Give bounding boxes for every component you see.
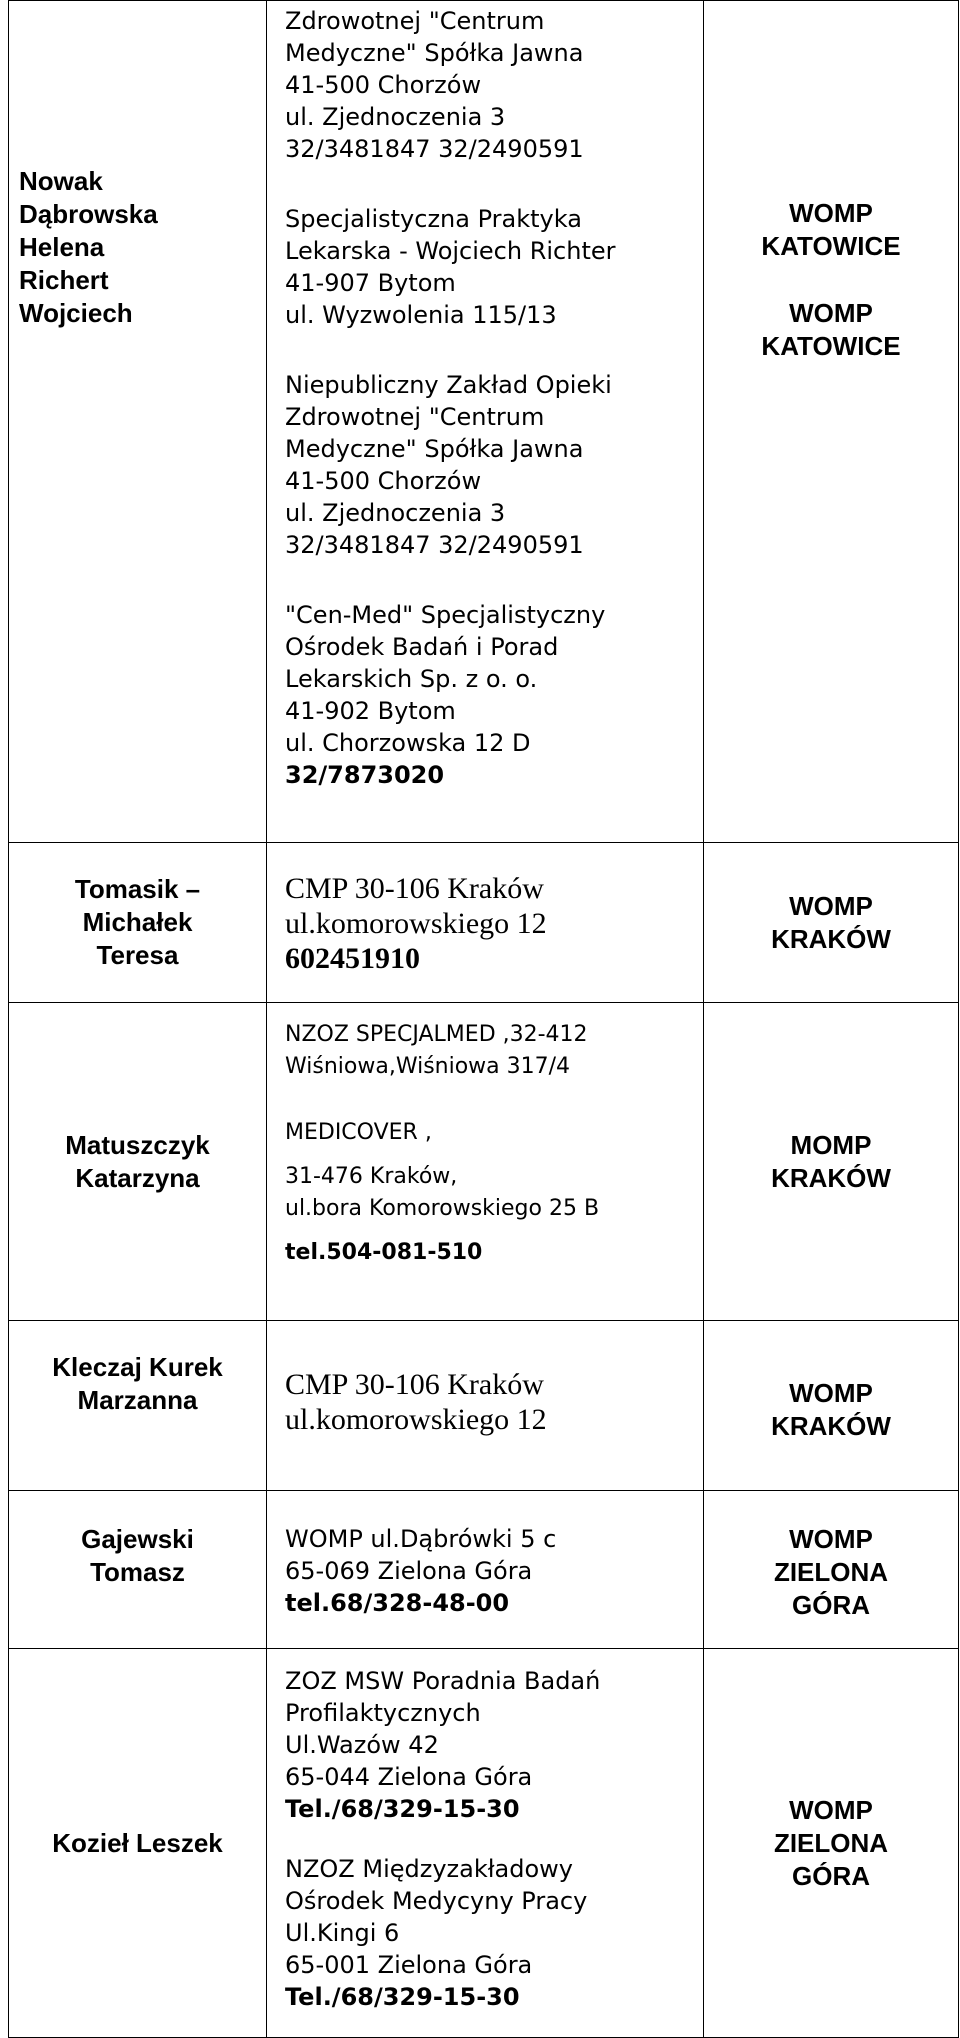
doctor-name: Kozieł Leszek [52,1827,223,1858]
doctor-name: Katarzyna [75,1162,200,1193]
table-row [9,843,959,1003]
facility-line: 65-069 Zielona Góra [285,1557,533,1585]
doctor-name-cell [9,1491,267,1649]
facility-line: 41-907 Bytom [285,269,456,297]
facility-line: ul.komorowskiego 12 [285,907,547,940]
facility-cell [267,1321,704,1491]
table-row [9,1003,959,1321]
womp-city: KRAKÓW [771,1162,891,1193]
facility-line: ul.bora Komorowskiego 25 B [285,1196,600,1221]
doctor-name: Dąbrowska [19,199,158,229]
womp-label: WOMP [789,198,873,228]
facility-block [285,599,689,791]
doctor-name: Tomasik – [74,874,201,904]
womp-label: WOMP [789,1524,873,1554]
facility-line: Ośrodek Medycyny Pracy [285,1887,588,1915]
womp-cell [704,1003,959,1321]
table-row [9,1321,959,1491]
womp-city: KRAKÓW [771,923,891,954]
facility-block [285,203,689,331]
facility-cell [267,1003,704,1321]
facility-line: ZOZ MSW Poradnia Badań [285,1667,601,1695]
womp-city: ZIELONA [773,1827,889,1858]
facility-line: Zdrowotnej "Centrum [285,7,545,35]
doctor-name-cell [9,843,267,1003]
doctor-name-cell [9,1321,267,1491]
doctor-name: Tomasz [90,1557,185,1587]
occupational-medicine-table [8,0,959,2038]
facility-line: Zdrowotnej "Centrum [285,403,545,431]
doctor-name: Kleczaj Kurek [52,1352,223,1382]
facility-line: Lekarskich Sp. z o. o. [285,665,538,693]
womp-cell [704,1649,959,2038]
doctor-name-cell [9,1,267,843]
womp-city: GÓRA [792,1860,870,1891]
facility-line: ul.komorowskiego 12 [285,1403,547,1436]
facility-line: NZOZ Międzyzakładowy [285,1855,574,1883]
facility-line: NZOZ SPECJALMED ,32-412 [285,1022,588,1047]
doctor-name: Michałek [82,907,193,937]
womp-city: ZIELONA [773,1557,889,1587]
facility-line: WOMP ul.Dąbrówki 5 c [285,1525,557,1553]
facility-line: Medyczne" Spółka Jawna [285,435,584,463]
facility-line: Specjalistyczna Praktyka [285,205,582,233]
facility-line: 65-044 Zielona Góra [285,1763,533,1791]
doctor-name: Wojciech [19,298,133,328]
facility-line: Ul.Kingi 6 [285,1919,400,1947]
facility-block [285,5,689,165]
facility-cell [267,1649,704,2038]
facility-line: ul. Zjednoczenia 3 [285,103,506,131]
facility-cell [267,1491,704,1649]
womp-cell [704,1321,959,1491]
doctor-name-cell [9,1003,267,1321]
facility-line: CMP 30-106 Kraków [285,872,544,905]
facility-line: Niepubliczny Zakład Opieki [285,371,612,399]
facility-phone: tel.504-081-510 [285,1240,483,1265]
womp-cell [704,1,959,843]
womp-label: WOMP [789,298,873,328]
table-row [9,1649,959,2038]
facility-line: ul. Chorzowska 12 D [285,729,531,757]
facility-phone: Tel./68/329-15-30 [285,1795,520,1823]
facility-line: Lekarska - Wojciech Richter [285,237,616,265]
facility-phone: Tel./68/329-15-30 [285,1983,520,2011]
doctor-name: Matuszczyk [65,1129,210,1160]
doctor-name: Marzanna [77,1385,198,1415]
womp-city: GÓRA [792,1590,870,1620]
facility-line: ul. Wyzwolenia 115/13 [285,301,557,329]
womp-label: WOMP [789,890,873,921]
facility-phone: 602451910 [285,942,420,975]
facility-cell [267,1,704,843]
womp-label: WOMP [789,1378,873,1408]
facility-line: Profilaktycznych [285,1699,481,1727]
womp-label: MOMP [790,1129,872,1160]
womp-cell [704,1491,959,1649]
facility-phone: 32/7873020 [285,761,445,789]
table-row [9,1,959,843]
womp-label: WOMP [789,1794,873,1825]
facility-cell [267,843,704,1003]
facility-line: CMP 30-106 Kraków [285,1368,544,1401]
doctor-name-cell [9,1649,267,2038]
facility-line: MEDICOVER , [285,1120,432,1145]
facility-block [285,369,689,561]
facility-line: 65-001 Zielona Góra [285,1951,533,1979]
doctor-name: Helena [19,232,105,262]
womp-city: KRAKÓW [771,1411,891,1441]
facility-line: Ośrodek Badań i Porad [285,633,559,661]
facility-line: Ul.Wazów 42 [285,1731,439,1759]
facility-line: Wiśniowa,Wiśniowa 317/4 [285,1054,571,1079]
facility-line: "Cen-Med" Specjalistyczny [285,601,606,629]
doctor-name: Gajewski [81,1524,194,1554]
facility-line: 31-476 Kraków, [285,1164,458,1189]
facility-line: 41-500 Chorzów [285,71,482,99]
facility-line: Medyczne" Spółka Jawna [285,39,584,67]
doctor-name: Richert [19,265,109,295]
facility-phone: tel.68/328-48-00 [285,1589,510,1617]
facility-line: 41-902 Bytom [285,697,456,725]
table-row [9,1491,959,1649]
doctor-name: Nowak [19,166,103,196]
facility-line: 32/3481847 32/2490591 [285,531,584,559]
facility-line: ul. Zjednoczenia 3 [285,499,506,527]
facility-line: 32/3481847 32/2490591 [285,135,584,163]
womp-city: KATOWICE [761,231,901,261]
doctor-name: Teresa [96,940,179,970]
womp-city: KATOWICE [761,331,901,361]
womp-cell [704,843,959,1003]
facility-line: 41-500 Chorzów [285,467,482,495]
